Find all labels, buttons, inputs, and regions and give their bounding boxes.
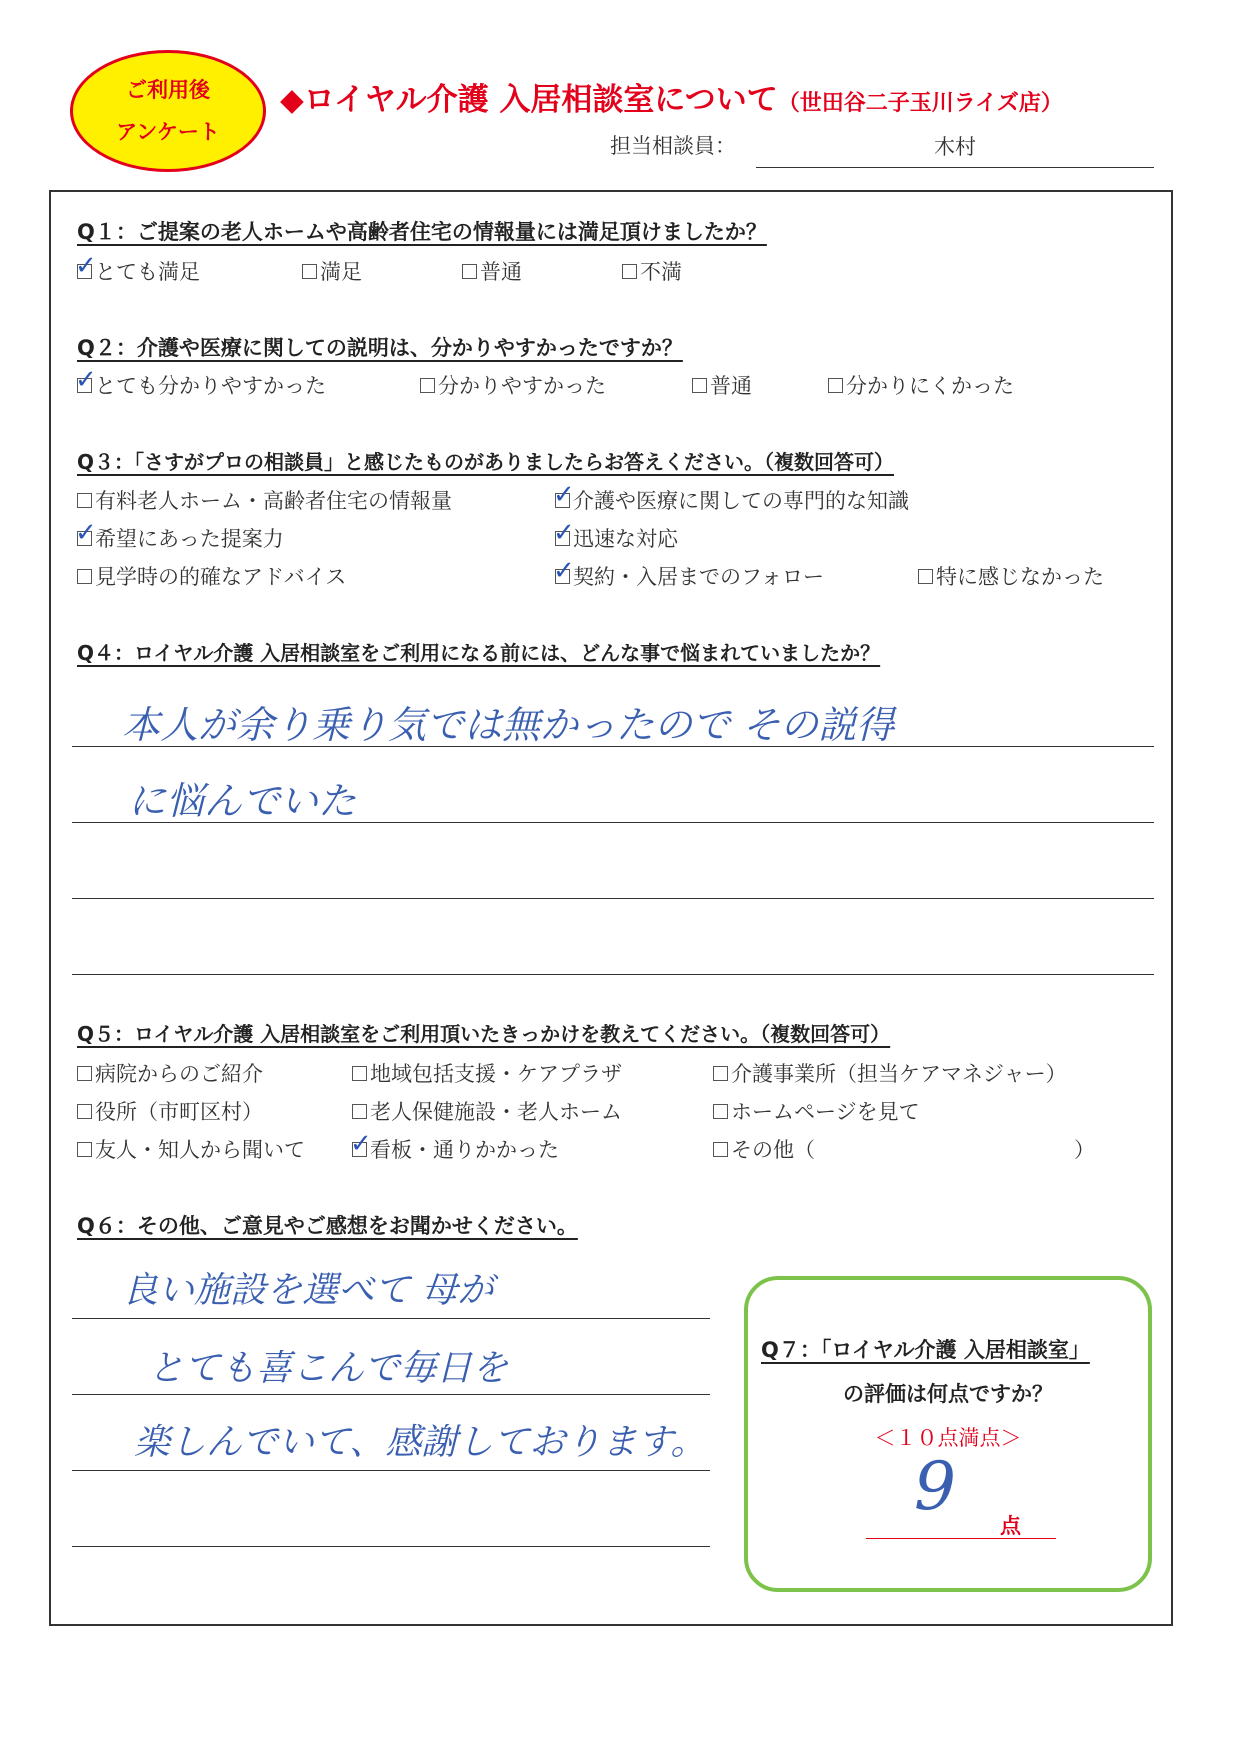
q5-option-7[interactable]: 友人・知人から聞いて: [77, 1134, 305, 1164]
staff-label: 担当相談員：: [610, 134, 736, 158]
q3-option-2[interactable]: ✓ 介護や医療に関しての専門的な知識: [553, 479, 909, 513]
check-mark-icon: ✓: [553, 555, 575, 586]
checkbox[interactable]: [77, 1104, 92, 1119]
check-mark-icon: ✓: [75, 364, 97, 395]
q5-option-3[interactable]: 介護事業所（担当ケアマネジャー）: [713, 1058, 1067, 1088]
checkbox[interactable]: [553, 517, 575, 548]
q3-option-7[interactable]: 特に感じなかった: [918, 561, 1104, 591]
checkbox[interactable]: [77, 1142, 92, 1157]
q7-max-score: ＜１０点満点＞: [874, 1426, 1022, 1450]
checkbox[interactable]: [553, 479, 575, 510]
check-mark-icon: ✓: [553, 517, 575, 548]
checkbox[interactable]: [75, 364, 97, 395]
checkbox[interactable]: [713, 1104, 728, 1119]
checkbox[interactable]: [302, 264, 317, 279]
q2-option-2[interactable]: 分かりやすかった: [420, 370, 606, 400]
q3-option-5[interactable]: 見学時の的確なアドバイス: [77, 561, 346, 591]
checkbox[interactable]: [462, 264, 477, 279]
check-mark-icon: ✓: [75, 250, 97, 281]
q3-option-6[interactable]: ✓ 契約・入居までのフォロー: [553, 555, 824, 589]
q3-option-4[interactable]: ✓ 迅速な対応: [553, 517, 678, 551]
answer-rule: [72, 1546, 710, 1547]
q5-other-close: ）: [1074, 1138, 1095, 1162]
q6-question: Q６：その他、ご意見やご感想をお聞かせください。: [77, 1214, 578, 1238]
checkbox[interactable]: [75, 250, 97, 281]
q1-option-3[interactable]: 普通: [462, 256, 522, 286]
answer-rule: [72, 822, 1154, 823]
answer-rule: [72, 898, 1154, 899]
q4-answer-line1[interactable]: 本人が余り乗り気では無かったので その説得: [122, 703, 895, 747]
checkbox[interactable]: [352, 1104, 367, 1119]
staff-underline: [756, 167, 1154, 168]
checkbox[interactable]: [622, 264, 637, 279]
checkbox[interactable]: [692, 378, 707, 393]
q1-option-2[interactable]: 満足: [302, 256, 362, 286]
q7-score-unit: 点: [1000, 1514, 1021, 1538]
q2-option-4[interactable]: 分かりにくかった: [828, 370, 1014, 400]
answer-rule: [72, 1394, 710, 1395]
q5-question: Q５：ロイヤル介護 入居相談室をご利用頂いたきっかけを教えてください。（複数回答可）: [77, 1022, 891, 1046]
title-store: （世田谷二子玉川ライズ店）: [777, 91, 1063, 116]
title-main: ◆ロイヤル介護 入居相談室について: [280, 82, 778, 118]
checkbox[interactable]: [918, 569, 933, 584]
q5-option-6[interactable]: ホームページを見て: [713, 1096, 920, 1126]
q3-option-3[interactable]: ✓ 希望にあった提案力: [75, 517, 284, 551]
q2-option-3[interactable]: 普通: [692, 370, 752, 400]
checkbox[interactable]: [77, 1066, 92, 1081]
q7-title: Q７：「ロイヤル介護 入居相談室」: [761, 1338, 1090, 1362]
badge-line1: ご利用後: [126, 78, 210, 102]
checkbox[interactable]: [713, 1066, 728, 1081]
badge-line2: アンケート: [116, 120, 220, 144]
check-mark-icon: ✓: [350, 1128, 372, 1159]
checkbox[interactable]: [77, 569, 92, 584]
q5-option-4[interactable]: 役所（市町区村）: [77, 1096, 263, 1126]
check-mark-icon: ✓: [553, 479, 575, 510]
answer-rule: [72, 974, 1154, 975]
checkbox[interactable]: [553, 555, 575, 586]
checkbox[interactable]: [352, 1066, 367, 1081]
q6-answer-line1[interactable]: 良い施設を選べて 母が: [122, 1270, 494, 1311]
q4-question: Q４：ロイヤル介護 入居相談室をご利用になる前には、どんな事で悩まれていましたか？: [77, 641, 881, 665]
q7-score-rule: [866, 1538, 1056, 1539]
checkbox[interactable]: [350, 1128, 372, 1159]
q5-option-9[interactable]: その他（: [713, 1134, 815, 1164]
answer-rule: [72, 1318, 710, 1319]
q6-answer-line2[interactable]: とても喜こんで毎日を: [148, 1348, 509, 1389]
q1-option-1[interactable]: ✓ とても満足: [75, 250, 200, 284]
q5-option-2[interactable]: 地域包括支援・ケアプラザ: [352, 1058, 622, 1088]
survey-badge: [70, 50, 266, 172]
q2-question: Q２：介護や医療に関しての説明は、分かりやすかったですか？: [77, 336, 683, 360]
q1-question: Q１：ご提案の老人ホームや高齢者住宅の情報量には満足頂けましたか？: [77, 220, 767, 244]
checkbox[interactable]: [420, 378, 435, 393]
q7-subtitle: の評価は何点ですか？: [843, 1382, 1053, 1406]
q5-option-1[interactable]: 病院からのご紹介: [77, 1058, 263, 1088]
q7-score[interactable]: 9: [914, 1448, 956, 1525]
answer-rule: [72, 1470, 710, 1471]
q5-option-8[interactable]: ✓ 看板・通りかかった: [350, 1128, 559, 1162]
checkbox[interactable]: [713, 1142, 728, 1157]
checkbox[interactable]: [77, 493, 92, 508]
staff-name: 木村: [934, 135, 976, 159]
check-mark-icon: ✓: [75, 517, 97, 548]
q6-answer-line3[interactable]: 楽しんでいて、感謝しております。: [134, 1422, 707, 1463]
q3-option-1[interactable]: 有料老人ホーム・高齢者住宅の情報量: [77, 485, 452, 515]
q3-question: Q３：「さすがプロの相談員」と感じたものがありましたらお答えください。（複数回答可）: [77, 450, 895, 474]
q1-option-4[interactable]: 不満: [622, 256, 682, 286]
checkbox[interactable]: [828, 378, 843, 393]
q4-answer-line2[interactable]: に悩んでいた: [128, 779, 357, 823]
checkbox[interactable]: [75, 517, 97, 548]
q2-option-1[interactable]: ✓ とても分かりやすかった: [75, 364, 326, 398]
q5-option-5[interactable]: 老人保健施設・老人ホーム: [352, 1096, 622, 1126]
answer-rule: [72, 746, 1154, 747]
page-title: [280, 74, 1063, 119]
